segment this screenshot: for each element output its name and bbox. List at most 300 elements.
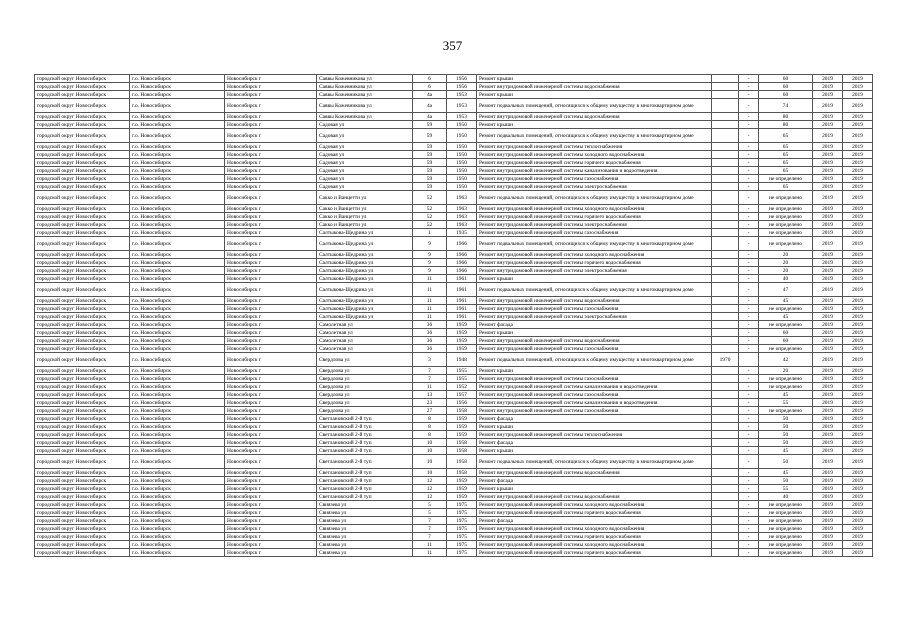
city-cell: Новосибирск г xyxy=(225,517,317,525)
city-district-cell: г.о. Новосибирск xyxy=(130,337,225,345)
house-number-cell: 8 xyxy=(413,415,447,423)
house-number-cell: 7 xyxy=(413,533,447,541)
street-cell: Салтыкова-Щедрина ул xyxy=(317,229,413,237)
city-district-cell: г.о. Новосибирск xyxy=(130,345,225,353)
street-cell: Свиязева ул xyxy=(317,549,413,557)
okrug-cell: городской округ Новосибирск xyxy=(35,367,130,375)
city-cell: Новосибирск г xyxy=(225,367,317,375)
city-cell: Новосибирск г xyxy=(225,283,317,297)
street-cell: Саввы Кожевникова ул xyxy=(317,83,413,91)
year-built-cell: 1975 xyxy=(447,525,477,533)
extra-year-cell xyxy=(712,415,739,423)
house-number-cell: 59 xyxy=(413,129,447,143)
city-district-cell: г.о. Новосибирск xyxy=(130,501,225,509)
house-number-cell: 7 xyxy=(413,517,447,525)
plan-year-cell: 2019 xyxy=(813,99,843,113)
extra-year-cell xyxy=(712,407,739,415)
dash-cell: - xyxy=(739,383,759,391)
city-district-cell: г.о. Новосибирск xyxy=(130,205,225,213)
work-type-cell: Ремонт внутридомовой инженерной системы водоснабжения xyxy=(477,297,712,305)
extra-year-cell xyxy=(712,431,739,439)
year-built-cell: 1961 xyxy=(447,275,477,283)
city-cell: Новосибирск г xyxy=(225,167,317,175)
street-cell: Самолетная ул xyxy=(317,329,413,337)
year-built-cell: 1975 xyxy=(447,533,477,541)
height-cell: не определено xyxy=(759,321,813,329)
city-district-cell: г.о. Новосибирск xyxy=(130,541,225,549)
city-district-cell: г.о. Новосибирск xyxy=(130,375,225,383)
finish-year-cell: 2019 xyxy=(843,353,873,367)
finish-year-cell: 2019 xyxy=(843,455,873,469)
dash-cell: - xyxy=(739,469,759,477)
city-cell: Новосибирск г xyxy=(225,455,317,469)
plan-year-cell: 2019 xyxy=(813,353,843,367)
okrug-cell: городской округ Новосибирск xyxy=(35,391,130,399)
table-row xyxy=(35,329,873,337)
city-cell: Новосибирск г xyxy=(225,353,317,367)
house-number-cell: 59 xyxy=(413,175,447,183)
dash-cell: - xyxy=(739,431,759,439)
city-district-cell: г.о. Новосибирск xyxy=(130,221,225,229)
height-cell: 50 xyxy=(759,455,813,469)
city-cell: Новосибирск г xyxy=(225,415,317,423)
table-row xyxy=(35,321,873,329)
plan-year-cell: 2019 xyxy=(813,407,843,415)
extra-year-cell xyxy=(712,121,739,129)
height-cell: 60 xyxy=(759,75,813,83)
height-cell: 47 xyxy=(759,283,813,297)
street-cell: Свиязева ул xyxy=(317,501,413,509)
finish-year-cell: 2019 xyxy=(843,477,873,485)
okrug-cell: городской округ Новосибирск xyxy=(35,129,130,143)
house-number-cell: 6 xyxy=(413,75,447,83)
city-cell: Новосибирск г xyxy=(225,329,317,337)
year-built-cell: 1959 xyxy=(447,493,477,501)
finish-year-cell: 2019 xyxy=(843,151,873,159)
city-district-cell: г.о. Новосибирск xyxy=(130,525,225,533)
plan-year-cell: 2019 xyxy=(813,75,843,83)
city-cell: Новосибирск г xyxy=(225,99,317,113)
okrug-cell: городской округ Новосибирск xyxy=(35,305,130,313)
work-type-cell: Ремонт внутридомовой инженерной системы газоснабжения xyxy=(477,345,712,353)
street-cell: Садовая ул xyxy=(317,159,413,167)
street-cell: Светлановский 2-й туп xyxy=(317,415,413,423)
city-cell: Новосибирск г xyxy=(225,399,317,407)
city-district-cell: г.о. Новосибирск xyxy=(130,297,225,305)
dash-cell: - xyxy=(739,375,759,383)
city-district-cell: г.о. Новосибирск xyxy=(130,121,225,129)
height-cell: не определено xyxy=(759,517,813,525)
work-type-cell: Ремонт внутридомовой инженерной системы электроснабжения xyxy=(477,221,712,229)
city-cell: Новосибирск г xyxy=(225,423,317,431)
plan-year-cell: 2019 xyxy=(813,283,843,297)
extra-year-cell xyxy=(712,337,739,345)
street-cell: Свиязева ул xyxy=(317,533,413,541)
city-cell: Новосибирск г xyxy=(225,129,317,143)
height-cell: 60 xyxy=(759,91,813,99)
street-cell: Салтыкова-Щедрина ул xyxy=(317,283,413,297)
city-cell: Новосибирск г xyxy=(225,493,317,501)
city-cell: Новосибирск г xyxy=(225,313,317,321)
street-cell: Свиязева ул xyxy=(317,541,413,549)
height-cell: 80 xyxy=(759,113,813,121)
plan-year-cell: 2019 xyxy=(813,275,843,283)
work-type-cell: Ремонт внутридомовой инженерной системы горячего водоснабжения xyxy=(477,549,712,557)
street-cell: Светлановский 2-й туп xyxy=(317,431,413,439)
dash-cell: - xyxy=(739,259,759,267)
street-cell: Салтыкова-Щедрина ул xyxy=(317,237,413,251)
table-row xyxy=(35,423,873,431)
dash-cell: - xyxy=(739,275,759,283)
dash-cell: - xyxy=(739,99,759,113)
plan-year-cell: 2019 xyxy=(813,113,843,121)
repair-schedule-table xyxy=(34,74,873,557)
year-built-cell: 1956 xyxy=(447,75,477,83)
table-row xyxy=(35,221,873,229)
house-number-cell: 10 xyxy=(413,455,447,469)
year-built-cell: 1955 xyxy=(447,367,477,375)
dash-cell: - xyxy=(739,297,759,305)
work-type-cell: Ремонт внутридомовой инженерной системы горячего водоснабжения xyxy=(477,213,712,221)
city-district-cell: г.о. Новосибирск xyxy=(130,143,225,151)
house-number-cell: 3 xyxy=(413,353,447,367)
height-cell: не определено xyxy=(759,191,813,205)
plan-year-cell: 2019 xyxy=(813,399,843,407)
dash-cell: - xyxy=(739,477,759,485)
work-type-cell: Ремонт внутридомовой инженерной системы водоснабжения xyxy=(477,493,712,501)
dash-cell: - xyxy=(739,501,759,509)
house-number-cell: 59 xyxy=(413,143,447,151)
extra-year-cell xyxy=(712,329,739,337)
finish-year-cell: 2019 xyxy=(843,175,873,183)
work-type-cell: Ремонт крыши xyxy=(477,447,712,455)
okrug-cell: городской округ Новосибирск xyxy=(35,455,130,469)
city-cell: Новосибирск г xyxy=(225,509,317,517)
work-type-cell: Ремонт внутридомовой инженерной системы газоснабжения xyxy=(477,375,712,383)
street-cell: Сакко и Ванцетти ул xyxy=(317,205,413,213)
house-number-cell: 7 xyxy=(413,525,447,533)
year-built-cell: 1959 xyxy=(447,329,477,337)
dash-cell xyxy=(739,353,759,367)
work-type-cell: Ремонт подвальных помещений, относящихся к общему имуществу в многоквартирном доме xyxy=(477,455,712,469)
dash-cell: - xyxy=(739,305,759,313)
city-district-cell: г.о. Новосибирск xyxy=(130,183,225,191)
height-cell: 74 xyxy=(759,99,813,113)
year-built-cell: 1935 xyxy=(447,229,477,237)
work-type-cell: Ремонт внутридомовой инженерной системы канализования и водоотведения xyxy=(477,383,712,391)
okrug-cell: городской округ Новосибирск xyxy=(35,423,130,431)
city-cell: Новосибирск г xyxy=(225,259,317,267)
city-cell: Новосибирск г xyxy=(225,345,317,353)
plan-year-cell: 2019 xyxy=(813,525,843,533)
extra-year-cell xyxy=(712,455,739,469)
house-number-cell: 5 xyxy=(413,501,447,509)
city-district-cell: г.о. Новосибирск xyxy=(130,485,225,493)
plan-year-cell: 2019 xyxy=(813,129,843,143)
year-built-cell: 1953 xyxy=(447,113,477,121)
finish-year-cell: 2019 xyxy=(843,91,873,99)
street-cell: Салтыкова-Щедрина ул xyxy=(317,251,413,259)
dash-cell: - xyxy=(739,175,759,183)
year-built-cell: 1961 xyxy=(447,305,477,313)
plan-year-cell: 2019 xyxy=(813,447,843,455)
work-type-cell: Ремонт крыши xyxy=(477,367,712,375)
city-cell: Новосибирск г xyxy=(225,175,317,183)
city-district-cell: г.о. Новосибирск xyxy=(130,191,225,205)
plan-year-cell: 2019 xyxy=(813,533,843,541)
table-row xyxy=(35,477,873,485)
height-cell: не определено xyxy=(759,407,813,415)
height-cell: 45 xyxy=(759,447,813,455)
dash-cell: - xyxy=(739,129,759,143)
extra-year-cell xyxy=(712,549,739,557)
table-row xyxy=(35,259,873,267)
dash-cell: - xyxy=(739,415,759,423)
height-cell: 80 xyxy=(759,121,813,129)
height-cell: 45 xyxy=(759,469,813,477)
street-cell: Самолетная ул xyxy=(317,345,413,353)
extra-year-cell xyxy=(712,75,739,83)
dash-cell: - xyxy=(739,313,759,321)
city-district-cell: г.о. Новосибирск xyxy=(130,151,225,159)
table-row xyxy=(35,455,873,469)
city-cell: Новосибирск г xyxy=(225,469,317,477)
dash-cell: - xyxy=(739,183,759,191)
height-cell: не определено xyxy=(759,541,813,549)
finish-year-cell: 2019 xyxy=(843,251,873,259)
city-district-cell: г.о. Новосибирск xyxy=(130,75,225,83)
okrug-cell: городской округ Новосибирск xyxy=(35,399,130,407)
extra-year-cell xyxy=(712,345,739,353)
city-district-cell: г.о. Новосибирск xyxy=(130,213,225,221)
extra-year-cell xyxy=(712,283,739,297)
finish-year-cell: 2019 xyxy=(843,549,873,557)
year-built-cell: 1950 xyxy=(447,183,477,191)
street-cell: Саввы Кожевникова ул xyxy=(317,113,413,121)
finish-year-cell: 2019 xyxy=(843,439,873,447)
street-cell: Салтыкова-Щедрина ул xyxy=(317,305,413,313)
street-cell: Сакко и Ванцетти ул xyxy=(317,191,413,205)
dash-cell: - xyxy=(739,151,759,159)
house-number-cell: 52 xyxy=(413,205,447,213)
okrug-cell: городской округ Новосибирск xyxy=(35,447,130,455)
city-district-cell: г.о. Новосибирск xyxy=(130,99,225,113)
plan-year-cell: 2019 xyxy=(813,175,843,183)
city-district-cell: г.о. Новосибирск xyxy=(130,259,225,267)
house-number-cell: 9 xyxy=(413,267,447,275)
city-district-cell: г.о. Новосибирск xyxy=(130,415,225,423)
okrug-cell: городской округ Новосибирск xyxy=(35,259,130,267)
finish-year-cell: 2019 xyxy=(843,221,873,229)
finish-year-cell: 2019 xyxy=(843,121,873,129)
work-type-cell: Ремонт внутридомовой инженерной системы газоснабжения xyxy=(477,391,712,399)
extra-year-cell xyxy=(712,221,739,229)
dash-cell: - xyxy=(739,213,759,221)
table-row xyxy=(35,113,873,121)
height-cell: 50 xyxy=(759,415,813,423)
height-cell: не определено xyxy=(759,305,813,313)
city-cell: Новосибирск г xyxy=(225,549,317,557)
street-cell: Свердлова ул xyxy=(317,399,413,407)
extra-year-cell xyxy=(712,493,739,501)
extra-year-cell xyxy=(712,205,739,213)
plan-year-cell: 2019 xyxy=(813,297,843,305)
city-cell: Новосибирск г xyxy=(225,183,317,191)
height-cell: не определено xyxy=(759,509,813,517)
okrug-cell: городской округ Новосибирск xyxy=(35,345,130,353)
finish-year-cell: 2019 xyxy=(843,469,873,477)
city-cell: Новосибирск г xyxy=(225,143,317,151)
extra-year-cell xyxy=(712,191,739,205)
dash-cell: - xyxy=(739,345,759,353)
work-type-cell: Ремонт внутридомовой инженерной системы теплоснабжения xyxy=(477,431,712,439)
plan-year-cell: 2019 xyxy=(813,345,843,353)
height-cell: 60 xyxy=(759,337,813,345)
extra-year-cell xyxy=(712,391,739,399)
plan-year-cell: 2019 xyxy=(813,321,843,329)
extra-year-cell xyxy=(712,469,739,477)
height-cell: 60 xyxy=(759,329,813,337)
year-built-cell: 1950 xyxy=(447,129,477,143)
extra-year-cell xyxy=(712,477,739,485)
height-cell: не определено xyxy=(759,375,813,383)
work-type-cell: Ремонт подвальных помещений, относящихся к общему имуществу в многоквартирном доме xyxy=(477,129,712,143)
year-built-cell: 1950 xyxy=(447,143,477,151)
okrug-cell: городской округ Новосибирск xyxy=(35,525,130,533)
table-row xyxy=(35,415,873,423)
work-type-cell: Ремонт внутридомовой инженерной системы электроснабжения xyxy=(477,313,712,321)
table-row xyxy=(35,175,873,183)
street-cell: Самолетная ул xyxy=(317,321,413,329)
extra-year-cell xyxy=(712,237,739,251)
finish-year-cell: 2019 xyxy=(843,305,873,313)
okrug-cell: городской округ Новосибирск xyxy=(35,205,130,213)
okrug-cell: городской округ Новосибирск xyxy=(35,75,130,83)
city-district-cell: г.о. Новосибирск xyxy=(130,431,225,439)
year-built-cell: 1950 xyxy=(447,167,477,175)
dash-cell: - xyxy=(739,237,759,251)
table-row xyxy=(35,375,873,383)
city-cell: Новосибирск г xyxy=(225,267,317,275)
year-built-cell: 1953 xyxy=(447,91,477,99)
okrug-cell: городской округ Новосибирск xyxy=(35,321,130,329)
height-cell: не определено xyxy=(759,525,813,533)
plan-year-cell: 2019 xyxy=(813,477,843,485)
house-number-cell: 52 xyxy=(413,213,447,221)
house-number-cell: 4а xyxy=(413,91,447,99)
table-row xyxy=(35,75,873,83)
dash-cell: - xyxy=(739,267,759,275)
extra-year-cell xyxy=(712,501,739,509)
work-type-cell: Ремонт внутридомовой инженерной системы водоснабжения xyxy=(477,83,712,91)
height-cell: 65 xyxy=(759,143,813,151)
year-built-cell: 1959 xyxy=(447,415,477,423)
extra-year-cell xyxy=(712,321,739,329)
house-number-cell: 11 xyxy=(413,305,447,313)
extra-year-cell xyxy=(712,183,739,191)
city-cell: Новосибирск г xyxy=(225,159,317,167)
city-district-cell: г.о. Новосибирск xyxy=(130,469,225,477)
finish-year-cell: 2019 xyxy=(843,229,873,237)
height-cell: 40 xyxy=(759,275,813,283)
city-district-cell: г.о. Новосибирск xyxy=(130,367,225,375)
house-number-cell: 10 xyxy=(413,469,447,477)
work-type-cell: Ремонт внутридомовой инженерной системы холодного водоснабжения xyxy=(477,525,712,533)
finish-year-cell: 2019 xyxy=(843,337,873,345)
city-district-cell: г.о. Новосибирск xyxy=(130,399,225,407)
height-cell: 40 xyxy=(759,493,813,501)
city-district-cell: г.о. Новосибирск xyxy=(130,313,225,321)
street-cell: Салтыкова-Щедрина ул xyxy=(317,275,413,283)
work-type-cell: Ремонт подвальных помещений, относящихся к общему имуществу в многоквартирном доме xyxy=(477,353,712,367)
finish-year-cell: 2019 xyxy=(843,143,873,151)
house-number-cell: 36 xyxy=(413,345,447,353)
work-type-cell: Ремонт внутридомовой инженерной системы водоснабжения xyxy=(477,113,712,121)
extra-year-cell xyxy=(712,213,739,221)
height-cell: 50 xyxy=(759,423,813,431)
work-type-cell: Ремонт фасада xyxy=(477,415,712,423)
dash-cell: - xyxy=(739,509,759,517)
table-row xyxy=(35,229,873,237)
plan-year-cell: 2019 xyxy=(813,469,843,477)
year-built-cell: 1959 xyxy=(447,477,477,485)
table-row xyxy=(35,541,873,549)
year-built-cell: 1975 xyxy=(447,501,477,509)
okrug-cell: городской округ Новосибирск xyxy=(35,151,130,159)
plan-year-cell: 2019 xyxy=(813,541,843,549)
city-district-cell: г.о. Новосибирск xyxy=(130,455,225,469)
city-cell: Новосибирск г xyxy=(225,525,317,533)
okrug-cell: городской округ Новосибирск xyxy=(35,383,130,391)
height-cell: 20 xyxy=(759,259,813,267)
height-cell: 20 xyxy=(759,251,813,259)
finish-year-cell: 2019 xyxy=(843,313,873,321)
dash-cell: - xyxy=(739,143,759,151)
finish-year-cell: 2019 xyxy=(843,83,873,91)
extra-year-cell xyxy=(712,509,739,517)
house-number-cell: 9 xyxy=(413,237,447,251)
height-cell: 65 xyxy=(759,129,813,143)
okrug-cell: городской округ Новосибирск xyxy=(35,493,130,501)
plan-year-cell: 2019 xyxy=(813,183,843,191)
finish-year-cell: 2019 xyxy=(843,213,873,221)
dash-cell: - xyxy=(739,221,759,229)
dash-cell: - xyxy=(739,399,759,407)
year-built-cell: 1959 xyxy=(447,423,477,431)
plan-year-cell: 2019 xyxy=(813,517,843,525)
okrug-cell: городской округ Новосибирск xyxy=(35,99,130,113)
house-number-cell: 9 xyxy=(413,259,447,267)
dash-cell: - xyxy=(739,113,759,121)
city-district-cell: г.о. Новосибирск xyxy=(130,321,225,329)
work-type-cell: Ремонт внутридомовой инженерной системы холодного водоснабжения xyxy=(477,501,712,509)
house-number-cell: 7 xyxy=(413,375,447,383)
finish-year-cell: 2019 xyxy=(843,525,873,533)
finish-year-cell: 2019 xyxy=(843,391,873,399)
city-cell: Новосибирск г xyxy=(225,213,317,221)
dash-cell: - xyxy=(739,439,759,447)
table-row xyxy=(35,549,873,557)
city-cell: Новосибирск г xyxy=(225,221,317,229)
work-type-cell: Ремонт крыши xyxy=(477,329,712,337)
city-cell: Новосибирск г xyxy=(225,431,317,439)
street-cell: Светлановский 2-й туп xyxy=(317,423,413,431)
city-district-cell: г.о. Новосибирск xyxy=(130,129,225,143)
finish-year-cell: 2019 xyxy=(843,159,873,167)
year-built-cell: 1959 xyxy=(447,337,477,345)
house-number-cell: 1 xyxy=(413,229,447,237)
finish-year-cell: 2019 xyxy=(843,517,873,525)
